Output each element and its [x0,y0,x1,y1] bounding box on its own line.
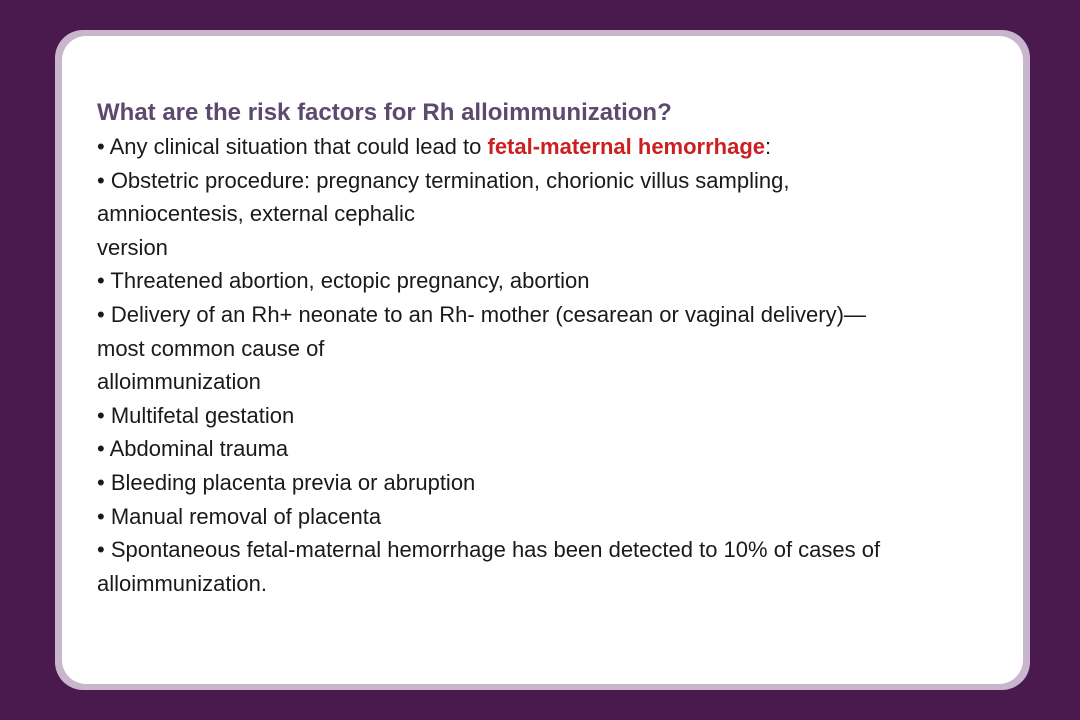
intro-prefix: • Any clinical situation that could lead to [97,134,488,159]
body-line: • Obstetric procedure: pregnancy termination, chorionic villus sampling, [97,167,790,193]
slide-title: What are the risk factors for Rh alloimmunization? [97,99,672,126]
body-line: • Spontaneous fetal-maternal hemorrhage has been detected to 10% of cases of [97,537,881,563]
highlight-term: fetal-maternal hemorrhage [487,134,766,159]
body-line: • Delivery of an Rh+ neonate to an Rh- mother (cesarean or vaginal delivery)— [97,301,866,327]
slide-content [97,96,1027,600]
intro-suffix: : [765,134,772,159]
intro-bullet [97,130,1027,164]
slide-body [97,130,1027,600]
top-decorative-band [0,0,1080,28]
body-line: alloimmunization [97,369,261,395]
body-line: • Bleeding placenta previa or abruption [97,469,476,495]
body-line: • Abdominal trauma [97,436,289,462]
body-line: version [97,234,168,260]
body-line: most common cause of [97,335,325,361]
body-line: • Multifetal gestation [97,402,295,428]
body-line: amniocentesis, external cephalic [97,201,415,227]
body-line: • Threatened abortion, ectopic pregnancy, abortion [97,268,590,294]
bottom-decorative-band [0,692,1080,720]
body-line: alloimmunization. [97,570,267,596]
body-line: • Manual removal of placenta [97,503,382,529]
